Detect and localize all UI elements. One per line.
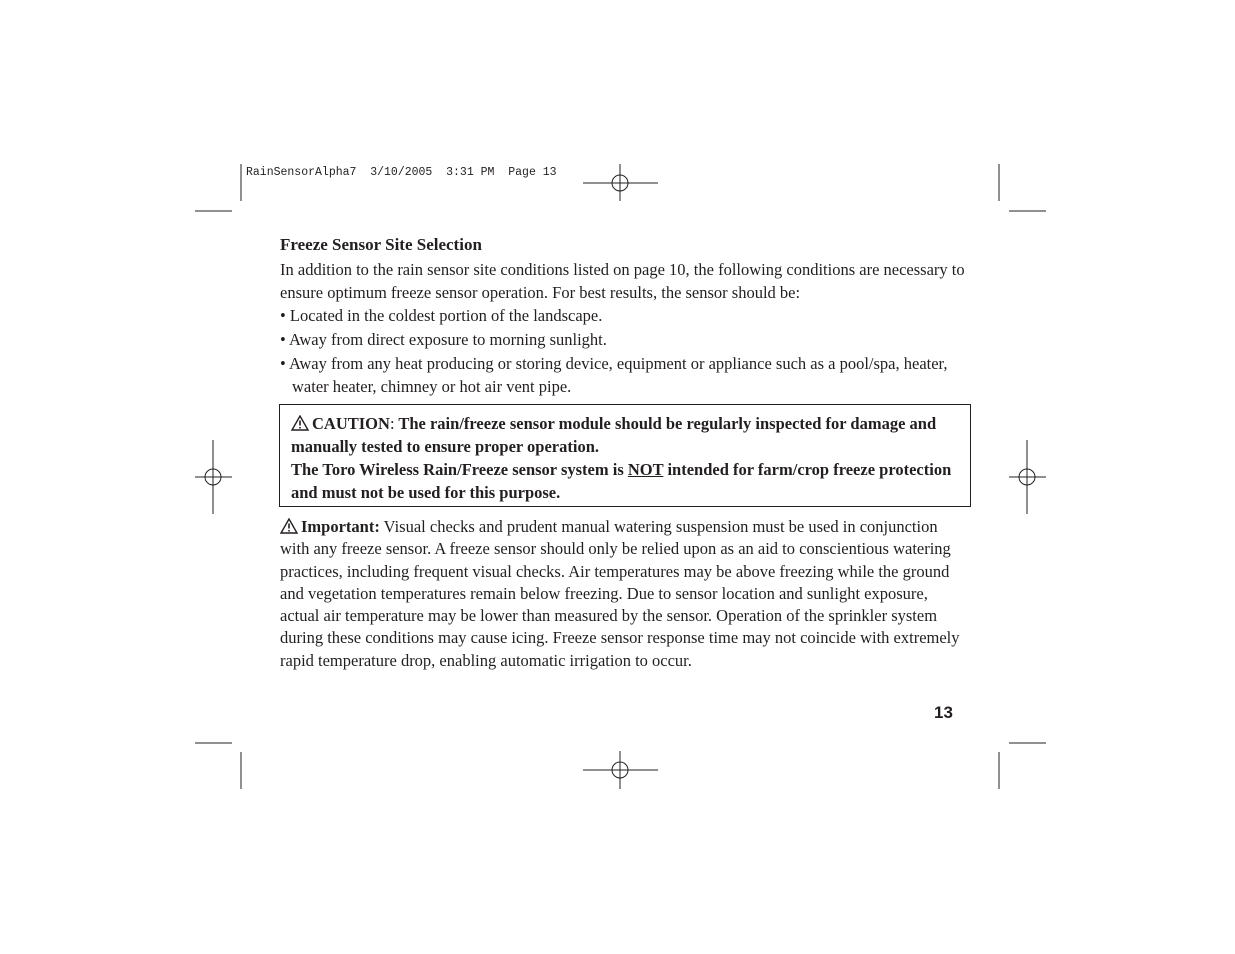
disclaimer-text-before: The Toro Wireless Rain/Freeze sensor system is: [291, 460, 628, 479]
bullet-item: • Away from direct exposure to morning sunlight.: [280, 330, 607, 349]
registration-mark-icon: [583, 164, 658, 201]
bullet-item: • Located in the coldest portion of the landscape.: [280, 306, 603, 325]
registration-mark-icon: [195, 440, 232, 514]
disclaimer-text-after: intended for farm/crop freeze protection and must not be used for this purpose.: [291, 460, 952, 502]
section-heading: Freeze Sensor Site Selection: [280, 235, 482, 254]
printer-slug: RainSensorAlpha7 3/10/2005 3:31 PM Page 13: [246, 166, 557, 179]
warning-triangle-icon: [291, 415, 309, 431]
caution-text: The rain/freeze sensor module should be regularly inspected for damage and manually tested to ensure proper operation.: [291, 414, 937, 456]
freeze-sensor-section: [280, 234, 980, 398]
caution-label: CAUTION: [312, 414, 390, 433]
caution-colon: :: [389, 414, 395, 433]
caution-paragraph: [291, 412, 960, 458]
important-label: Important:: [301, 517, 380, 536]
caution-box: [279, 404, 971, 507]
registration-mark-icon: [1009, 440, 1046, 514]
disclaimer-not-emphasis: NOT: [627, 460, 664, 479]
warning-triangle-icon: [280, 518, 298, 534]
bullet-item: • Away from any heat producing or storing device, equipment or appliance such as a pool/spa, heater, water heater, chimney or hot air vent pipe.: [280, 354, 948, 396]
registration-mark-icon: [583, 751, 658, 789]
important-text: Visual checks and prudent manual watering suspension must be used in conjunction with any freeze sensor. A freeze sensor should only be relied upon as an aid to conscientious watering practices, including frequent visual checks. Air temperatures may be above freezing while the ground and vegetation temperatures remain below freezing. Due to sensor location and sunlight exposure, actual air temperature may be lower than measured by the sensor. Operation of the sprinkler system during these conditions may cause icing. Freeze sensor response time may not coincide with extremely rapid temperature drop, enabling automatic irrigation to occur.: [280, 517, 960, 670]
caution-disclaimer: [291, 458, 960, 504]
intro-paragraph: In addition to the rain sensor site conditions listed on page 10, the following conditions are necessary to ensure optimum freeze sensor operation. For best results, the sensor should be:: [280, 260, 965, 302]
page-number: 13: [934, 703, 953, 722]
important-note: [280, 516, 970, 672]
